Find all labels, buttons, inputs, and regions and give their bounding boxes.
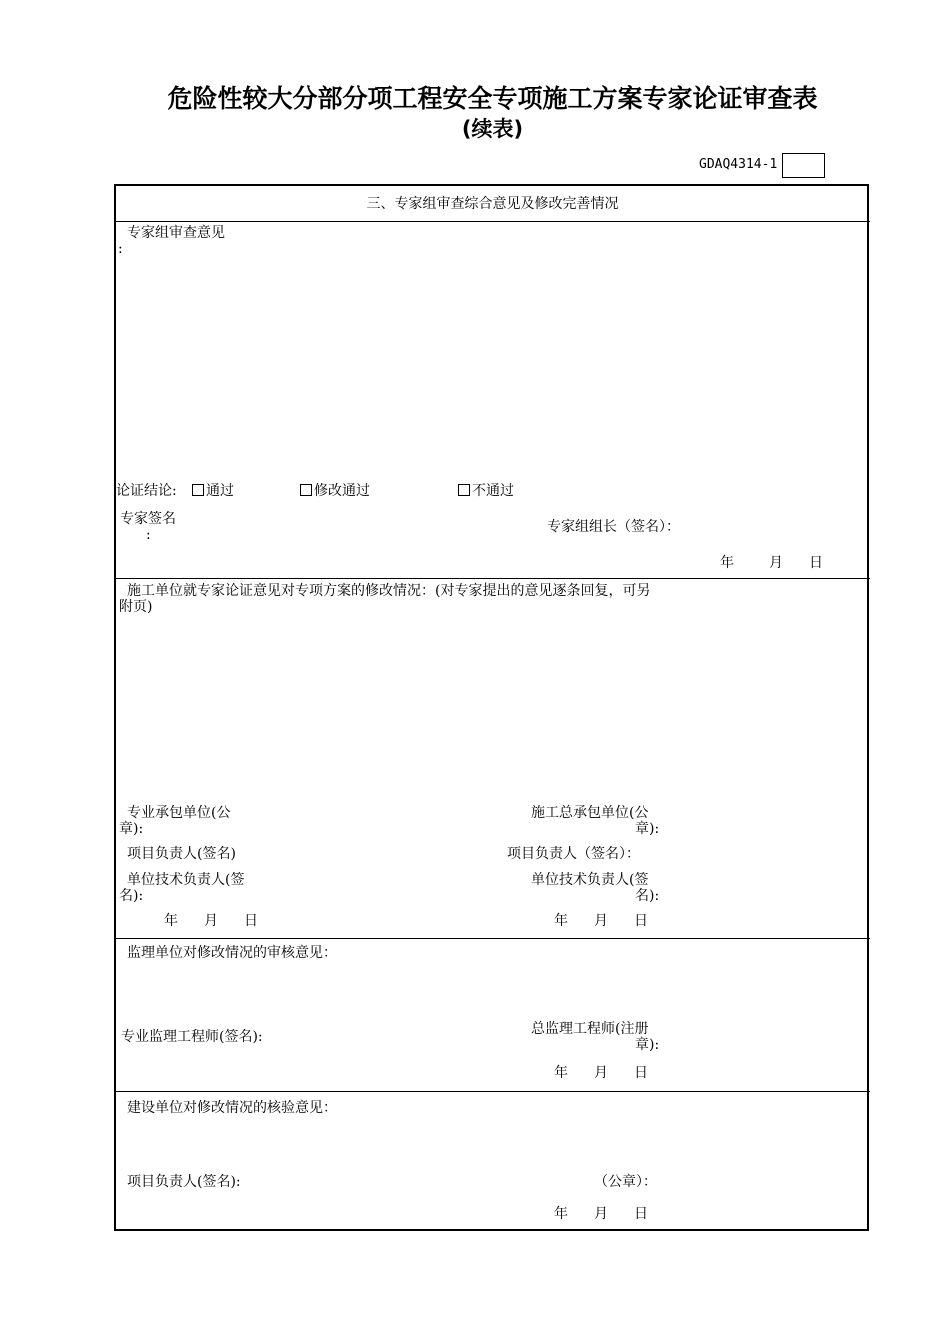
revision-label-cont: 附页) [119,599,153,615]
date-year: 年 [554,913,568,929]
owner-pm-sign: 项目负责人(签名): [127,1174,241,1190]
divider [115,1091,870,1092]
date-day: 日 [244,913,258,929]
checkbox-icon[interactable] [192,484,204,496]
supervision-review-label: 监理单位对修改情况的审核意见： [127,945,337,961]
form-code: GDAQ4314-1 [699,157,778,172]
expert-sign-colon: : [146,527,151,543]
expert-sign-label: 专家签名 [120,511,176,527]
option-pass[interactable]: 通过 [192,483,234,500]
option-revise-pass[interactable]: 修改通过 [300,483,370,500]
option-fail[interactable]: 不通过 [458,483,514,500]
date-month: 月 [594,913,608,929]
conclusion-label: 论证结论: [116,483,177,499]
divider [115,938,870,939]
date-year: 年 [554,1065,568,1081]
tech-lead-right: 单位技术负责人(签 [531,872,649,888]
date-day: 日 [634,1206,648,1222]
pm-sign-right: 项目负责人（签名）： [507,846,640,862]
date-day: 日 [634,1065,648,1081]
general-contractor-label: 施工总承包单位(公 [531,805,649,821]
pm-sign-left: 项目负责人(签名) [127,846,236,862]
section-header: 三、专家组审查综合意见及修改完善情况 [366,196,619,212]
expert-opinion-colon: : [118,241,123,257]
form-title: 危险性较大分部分项工程安全专项施工方案专家论证审查表 [167,84,818,113]
owner-verify-label: 建设单位对修改情况的核验意见： [127,1100,337,1116]
tech-lead-right-cont: 名): [635,888,660,904]
general-contractor-label-cont: 章): [635,821,660,837]
divider [115,578,870,579]
chief-engineer-label-cont: 章): [635,1037,660,1053]
tech-lead-left-cont: 名): [119,888,144,904]
revision-area[interactable] [120,618,860,798]
tech-lead-left: 单位技术负责人(签 [127,872,245,888]
divider [115,221,870,222]
date-year: 年 [720,555,734,571]
date-month: 月 [769,555,783,571]
date-month: 月 [594,1065,608,1081]
checkbox-icon[interactable] [300,484,312,496]
checkbox-icon[interactable] [458,484,470,496]
form-subtitle: (续表) [461,117,524,141]
date-day: 日 [634,913,648,929]
owner-seal-label: （公章）： [594,1174,657,1190]
form-code-box[interactable] [782,153,825,178]
supervision-review-area[interactable] [120,965,860,1015]
engineer-sign-label: 专业监理工程师(签名): [121,1029,263,1045]
date-month: 月 [594,1206,608,1222]
expert-opinion-area[interactable] [120,250,860,475]
leader-sign-label: 专家组组长（签名）： [547,519,680,535]
sub-contractor-label-cont: 章): [119,821,144,837]
sub-contractor-label: 专业承包单位(公 [127,805,231,821]
expert-opinion-label: 专家组审查意见 [127,225,225,241]
date-year: 年 [164,913,178,929]
date-day: 日 [809,555,823,571]
date-month: 月 [204,913,218,929]
revision-label: 施工单位就专家论证意见对专项方案的修改情况：(对专家提出的意见逐条回复，可另 [127,583,651,599]
chief-engineer-label: 总监理工程师(注册 [531,1021,649,1037]
date-year: 年 [554,1206,568,1222]
owner-verify-area[interactable] [120,1120,860,1170]
